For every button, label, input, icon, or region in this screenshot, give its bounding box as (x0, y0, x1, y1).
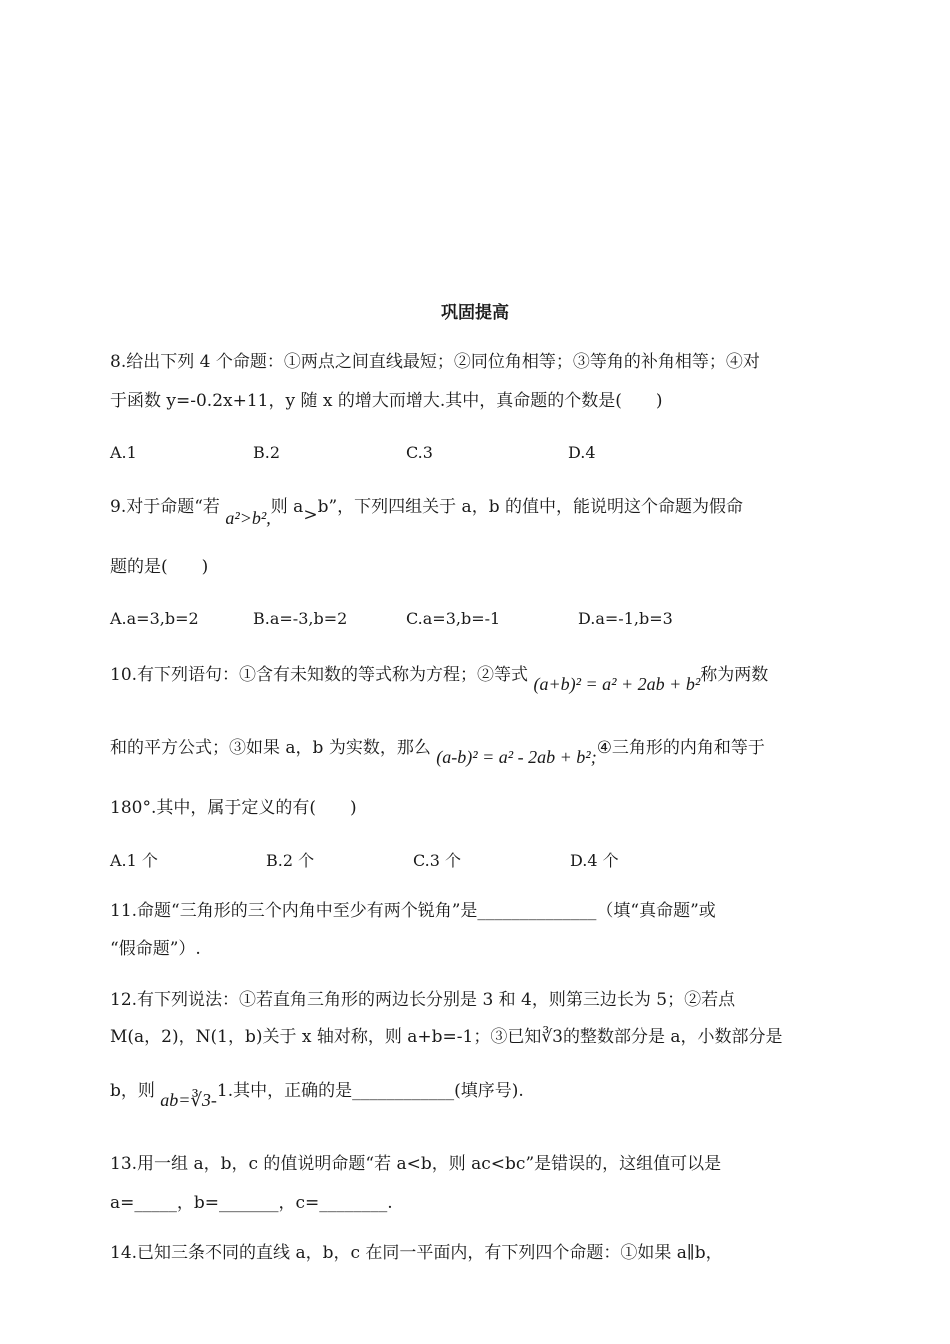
q10-option-c: C.3 个 (413, 851, 462, 870)
section-title: 巩固提高 (441, 303, 509, 323)
q12-line2: M(a，2)，N(1，b)关于 x 轴对称，则 a+b=-1；③已知∛3的整数部分是 a，小数部分是 (110, 1027, 783, 1047)
q10-prefix: 10.有下列语句：①含有未知数的等式称为方程；②等式 (110, 665, 534, 685)
q8-option-d: D.4 (568, 443, 596, 462)
q10-line2 (110, 735, 765, 767)
q9-mid: 则 a (270, 497, 304, 517)
q8-line2: 于函数 y=-0.2x+11，y 随 x 的增大而增大.其中，真命题的个数是( ) (110, 391, 663, 411)
q12-line3-suffix: 1.其中，正确的是____________(填序号). (216, 1081, 524, 1101)
q11-line1: 11.命题“三角形的三个内角中至少有两个锐角”是______________（填“真命题”或 (110, 901, 716, 921)
q9-math: a²>b², (225, 508, 271, 528)
q13-line2: a=_____，b=_______，c=________. (110, 1193, 393, 1213)
q10-line2-prefix: 和的平方公式；③如果 a，b 为实数，那么 (110, 738, 437, 758)
q12-line1: 12.有下列说法：①若直角三角形的两边长分别是 3 和 4，则第三边长为 5；②若点 (110, 990, 736, 1010)
q10-option-d: D.4 个 (570, 851, 619, 870)
q12-line3-prefix: b，则 (110, 1081, 161, 1101)
q13-line1: 13.用一组 a，b，c 的值说明命题“若 a<b，则 ac<bc”是错误的，这组值可以是 (110, 1154, 722, 1174)
q10-formula1: (a+b)² = a² + 2ab + b² (533, 674, 701, 694)
q8-option-c: C.3 (406, 443, 433, 462)
q8-line1: 8.给出下列 4 个命题：①两点之间直线最短；②同位角相等；③等角的补角相等；④对 (110, 352, 760, 372)
q12-formula: ab=∛3- (160, 1090, 217, 1110)
q10-suffix1: 称为两数 (700, 665, 769, 685)
q14-line1: 14.已知三条不同的直线 a，b，c 在同一平面内，有下列四个命题：①如果 a∥b， (110, 1243, 723, 1263)
q9-gt: > (303, 505, 318, 525)
q9-option-b: B.a=-3,b=2 (253, 609, 348, 628)
q10-formula2: (a-b)² = a² - 2ab + b²; (436, 747, 597, 767)
q10-line3: 180°.其中，属于定义的有( ) (110, 798, 357, 818)
q9-option-d: D.a=-1,b=3 (578, 609, 673, 628)
q11-line2: “假命题”）. (110, 939, 201, 959)
q9-line1 (110, 494, 743, 528)
q10-line1 (110, 662, 769, 694)
q9-suffix: b”，下列四组关于 a，b 的值中，能说明这个命题为假命 (317, 497, 743, 517)
q8-option-a: A.1 (110, 443, 137, 462)
q9-prefix: 9.对于命题“若 (110, 497, 226, 517)
q10-option-b: B.2 个 (266, 851, 315, 870)
q10-line2-suffix: ④三角形的内角和等于 (596, 738, 765, 758)
q9-option-c: C.a=3,b=-1 (406, 609, 501, 628)
q10-option-a: A.1 个 (110, 851, 158, 870)
q9-line2: 题的是( ) (110, 557, 209, 577)
q12-line3 (110, 1078, 524, 1110)
q8-option-b: B.2 (253, 443, 281, 462)
q9-option-a: A.a=3,b=2 (110, 609, 199, 628)
